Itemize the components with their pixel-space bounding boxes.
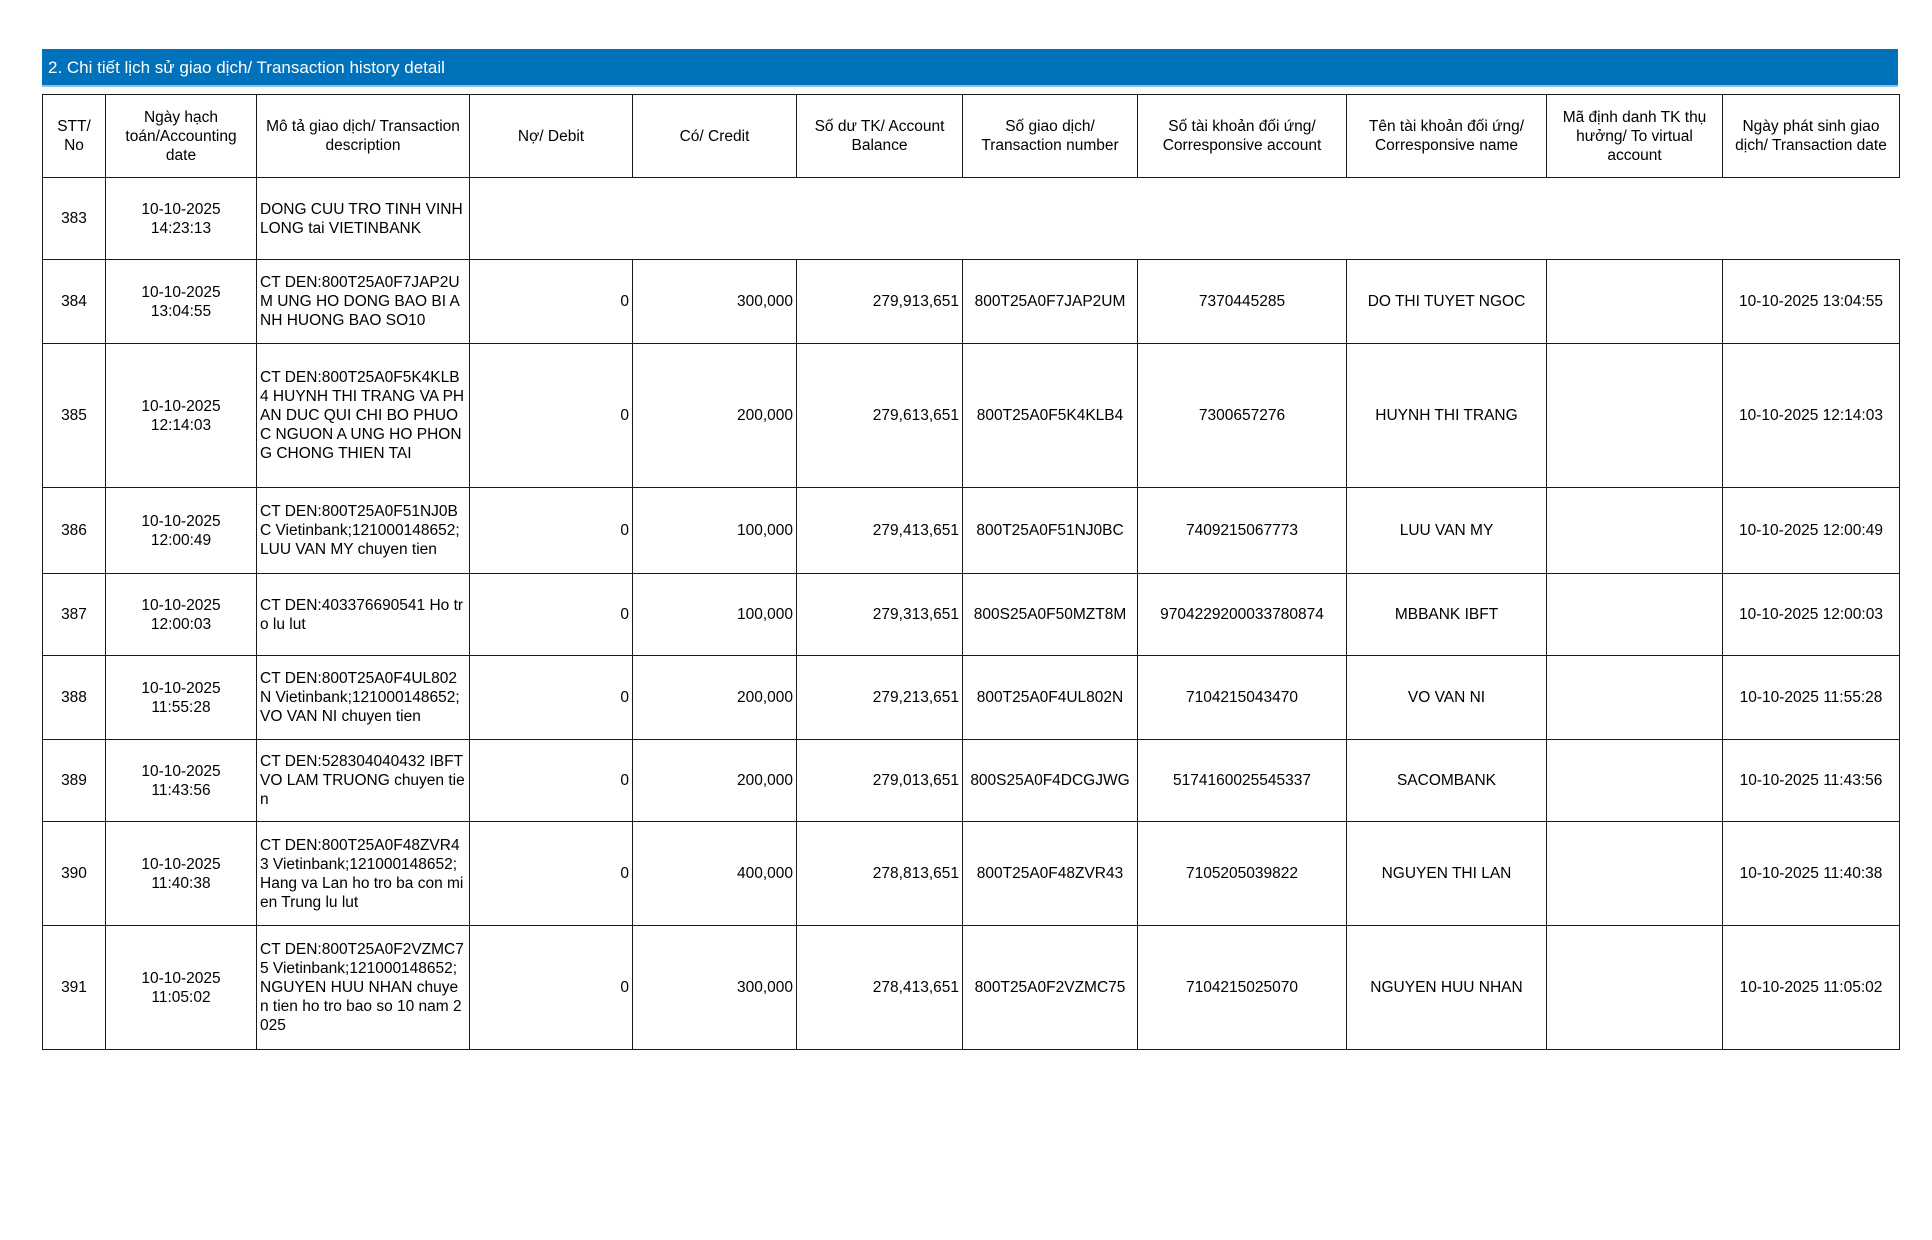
cell-corr-name: VO VAN NI [1347,656,1547,740]
cell-corr-account: 5174160025545337 [1138,740,1347,822]
cell-tx-date: 10-10-2025 12:14:03 [1723,344,1900,488]
cell-corr-account: 7409215067773 [1138,488,1347,574]
accounting-date: 10-10-2025 [141,512,221,530]
cell-tx-number: 800T25A0F7JAP2UM [963,260,1138,344]
accounting-date: 10-10-2025 [141,200,221,218]
table-row [43,656,1900,740]
table-row [43,740,1900,822]
cell-tx-date: 10-10-2025 11:43:56 [1723,740,1900,822]
cell-accounting-date [106,488,257,574]
table-row [43,260,1900,344]
cell-credit: 200,000 [633,344,797,488]
cell-balance: 279,213,651 [797,656,963,740]
accounting-date: 10-10-2025 [141,397,221,415]
cell-tx-date: 10-10-2025 11:55:28 [1723,656,1900,740]
cell-accounting-date [106,178,257,260]
cell-description: CT DEN:800T25A0F2VZMC75 Vietinbank;121000148652; NGUYEN HUU NHAN chuyen tien ho tro bao so 10 nam 2025 [257,926,470,1050]
cell-tx-number: 800T25A0F48ZVR43 [963,822,1138,926]
cell-corr-name: MBBANK IBFT [1347,574,1547,656]
cell-no: 387 [43,574,106,656]
cell-tx-number: 800T25A0F2VZMC75 [963,926,1138,1050]
cell-corr-account: 7104215025070 [1138,926,1347,1050]
cell-accounting-date [106,656,257,740]
cell-tx-date: 10-10-2025 13:04:55 [1723,260,1900,344]
table-row-continuation [43,178,1900,260]
cell-credit: 200,000 [633,656,797,740]
accounting-time: 11:55:28 [151,698,211,716]
cell-virtual-account [1547,656,1723,740]
cell-balance: 279,913,651 [797,260,963,344]
cell-no: 390 [43,822,106,926]
cell-corr-account: 7105205039822 [1138,822,1347,926]
cell-no: 389 [43,740,106,822]
cell-corr-name: NGUYEN HUU NHAN [1347,926,1547,1050]
cell-debit: 0 [470,344,633,488]
cell-corr-name: HUYNH THI TRANG [1347,344,1547,488]
col-header-virtual-account: Mã định danh TK thụ hưởng/ To virtual account [1547,95,1723,178]
table-header-row [43,95,1900,178]
cell-tx-date: 10-10-2025 11:40:38 [1723,822,1900,926]
cell-credit: 100,000 [633,574,797,656]
cell-credit: 100,000 [633,488,797,574]
col-header-debit: Nợ/ Debit [470,95,633,178]
cell-accounting-date [106,260,257,344]
accounting-date: 10-10-2025 [141,762,221,780]
cell-description: CT DEN:800T25A0F4UL802N Vietinbank;121000148652; VO VAN NI chuyen tien [257,656,470,740]
accounting-time: 12:00:49 [150,531,212,549]
table-row [43,822,1900,926]
cell-description: CT DEN:800T25A0F51NJ0BC Vietinbank;121000148652; LUU VAN MY chuyen tien [257,488,470,574]
accounting-time: 14:23:13 [150,219,212,237]
table-row [43,488,1900,574]
col-header-no: STT/ No [43,95,106,178]
cell-debit: 0 [470,740,633,822]
cell-tx-date: 10-10-2025 12:00:03 [1723,574,1900,656]
accounting-date: 10-10-2025 [141,679,221,697]
cell-corr-account: 7370445285 [1138,260,1347,344]
cell-debit: 0 [470,488,633,574]
accounting-date: 10-10-2025 [141,283,221,301]
cell-tx-number: 800S25A0F4DCGJWG [963,740,1138,822]
cell-accounting-date [106,344,257,488]
cell-corr-name: NGUYEN THI LAN [1347,822,1547,926]
cell-tx-number: 800T25A0F5K4KLB4 [963,344,1138,488]
cell-tx-number: 800S25A0F50MZT8M [963,574,1138,656]
cell-balance: 278,413,651 [797,926,963,1050]
cell-debit: 0 [470,260,633,344]
accounting-time: 12:14:03 [150,416,212,434]
col-header-corr-account: Số tài khoản đối ứng/ Corresponsive account [1138,95,1347,178]
col-header-description: Mô tả giao dịch/ Transaction description [257,95,470,178]
cell-virtual-account [1547,822,1723,926]
cell-accounting-date [106,574,257,656]
cell-tx-date: 10-10-2025 11:05:02 [1723,926,1900,1050]
section-title: 2. Chi tiết lịch sử giao dịch/ Transaction history detail [48,58,445,77]
cell-no: 383 [43,178,106,260]
cell-credit: 200,000 [633,740,797,822]
section-title-bar [42,49,1898,87]
col-header-corr-name: Tên tài khoản đối ứng/ Corresponsive name [1347,95,1547,178]
cell-empty-span [470,178,1900,260]
col-header-credit: Có/ Credit [633,95,797,178]
accounting-date: 10-10-2025 [141,969,221,987]
cell-credit: 300,000 [633,260,797,344]
cell-credit: 300,000 [633,926,797,1050]
cell-accounting-date [106,926,257,1050]
cell-debit: 0 [470,926,633,1050]
accounting-time: 11:05:02 [151,988,211,1006]
cell-corr-account: 7104215043470 [1138,656,1347,740]
cell-no: 384 [43,260,106,344]
cell-debit: 0 [470,822,633,926]
cell-corr-name: SACOMBANK [1347,740,1547,822]
accounting-date: 10-10-2025 [141,596,221,614]
cell-virtual-account [1547,926,1723,1050]
cell-balance: 278,813,651 [797,822,963,926]
accounting-date: 10-10-2025 [141,855,221,873]
cell-corr-name: LUU VAN MY [1347,488,1547,574]
cell-credit: 400,000 [633,822,797,926]
cell-accounting-date [106,740,257,822]
cell-no: 388 [43,656,106,740]
cell-tx-number: 800T25A0F4UL802N [963,656,1138,740]
cell-no: 386 [43,488,106,574]
cell-corr-account: 7300657276 [1138,344,1347,488]
table-row [43,574,1900,656]
cell-virtual-account [1547,488,1723,574]
accounting-time: 12:00:03 [150,615,212,633]
cell-tx-date: 10-10-2025 12:00:49 [1723,488,1900,574]
cell-description: CT DEN:403376690541 Ho tro lu lut [257,574,470,656]
cell-debit: 0 [470,656,633,740]
cell-description: CT DEN:800T25A0F7JAP2UM UNG HO DONG BAO BI ANH HUONG BAO SO10 [257,260,470,344]
transaction-history-table [42,94,1900,1050]
table-row [43,926,1900,1050]
cell-no: 391 [43,926,106,1050]
cell-description: CT DEN:528304040432 IBFT VO LAM TRUONG chuyen tien [257,740,470,822]
cell-balance: 279,013,651 [797,740,963,822]
cell-description: DONG CUU TRO TINH VINH LONG tai VIETINBANK [257,178,470,260]
cell-virtual-account [1547,574,1723,656]
cell-tx-number: 800T25A0F51NJ0BC [963,488,1138,574]
cell-virtual-account [1547,740,1723,822]
cell-virtual-account [1547,344,1723,488]
accounting-time: 11:40:38 [151,874,211,892]
accounting-time: 11:43:56 [151,781,211,799]
table-row [43,344,1900,488]
cell-no: 385 [43,344,106,488]
cell-debit: 0 [470,574,633,656]
cell-accounting-date [106,822,257,926]
cell-balance: 279,613,651 [797,344,963,488]
col-header-accounting-date: Ngày hạch toán/Accounting date [106,95,257,178]
accounting-time: 13:04:55 [150,302,212,320]
col-header-balance: Số dư TK/ Account Balance [797,95,963,178]
cell-corr-name: DO THI TUYET NGOC [1347,260,1547,344]
cell-corr-account: 9704229200033780874 [1138,574,1347,656]
col-header-tx-date: Ngày phát sinh giao dịch/ Transaction date [1723,95,1900,178]
cell-balance: 279,313,651 [797,574,963,656]
cell-balance: 279,413,651 [797,488,963,574]
cell-description: CT DEN:800T25A0F5K4KLB4 HUYNH THI TRANG VA PHAN DUC QUI CHI BO PHUOC NGUON A UNG HO PHONG CHONG THIEN TAI [257,344,470,488]
cell-virtual-account [1547,260,1723,344]
cell-description: CT DEN:800T25A0F48ZVR43 Vietinbank;121000148652; Hang va Lan ho tro ba con mien Trung lu lut [257,822,470,926]
col-header-tx-number: Số giao dịch/ Transaction number [963,95,1138,178]
